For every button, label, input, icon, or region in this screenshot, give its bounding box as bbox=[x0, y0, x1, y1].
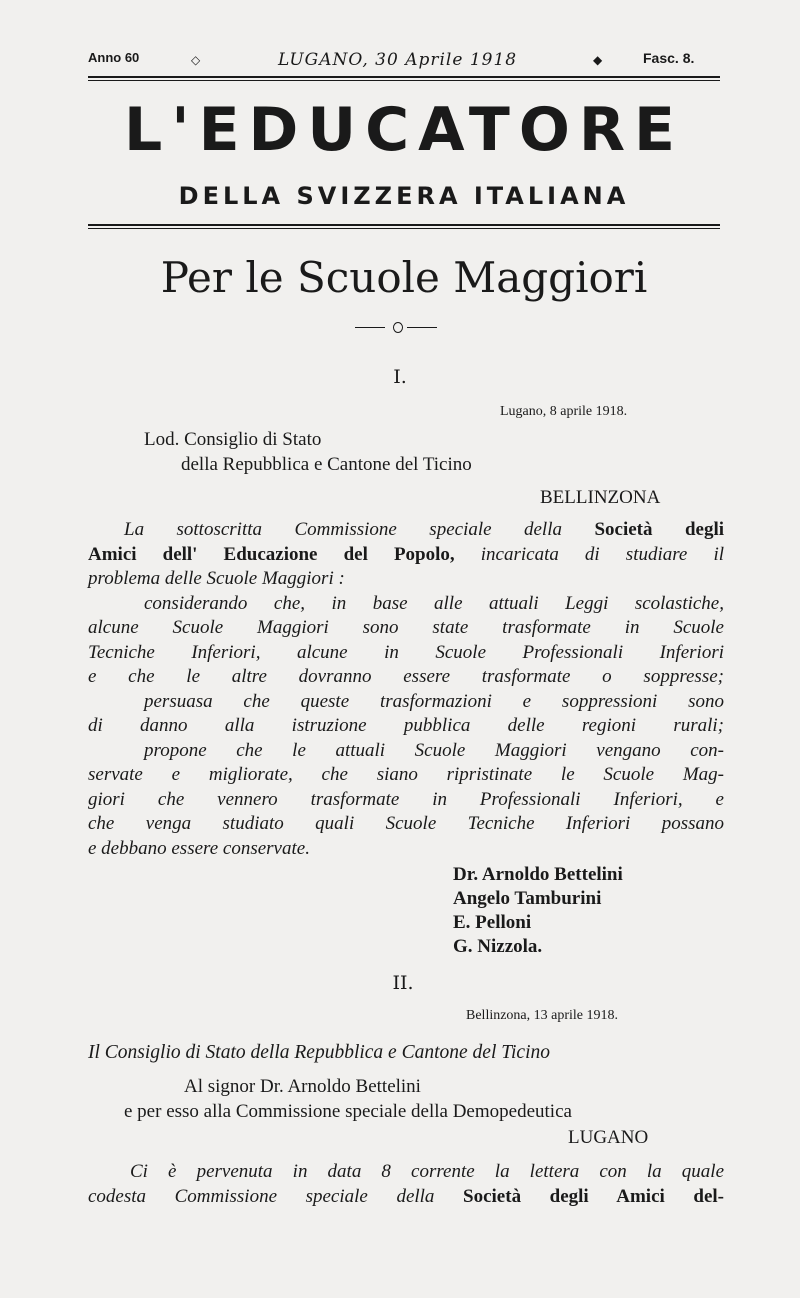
masthead-rule bbox=[88, 228, 720, 229]
issue-dateline: LUGANO, 30 Aprile 1918 bbox=[278, 50, 518, 70]
letter-addressee-city: LUGANO bbox=[568, 1127, 649, 1148]
signatory: Angelo Tamburini bbox=[453, 888, 602, 909]
signatory: E. Pelloni bbox=[453, 912, 532, 933]
section-numeral: II. bbox=[392, 972, 414, 994]
letter-place-date: Bellinzona, 13 aprile 1918. bbox=[466, 1008, 619, 1023]
ornament-icon: ◇ bbox=[191, 53, 201, 67]
masthead-rule bbox=[88, 224, 720, 226]
title-divider bbox=[355, 318, 441, 338]
signatory: Dr. Arnoldo Bettelini bbox=[453, 864, 623, 885]
ornament-icon: ◆ bbox=[593, 53, 603, 67]
issue-number: Fasc. 8. bbox=[643, 50, 695, 66]
header-rule bbox=[88, 76, 720, 78]
letter-body: Ci è pervenuta in data 8 corrente la lettera con la quale codesta Commissione speciale della Società degli Amici del- bbox=[88, 1161, 724, 1207]
issue-header bbox=[88, 50, 720, 72]
letter-sender: Il Consiglio di Stato della Repubblica e Cantone del Ticino bbox=[88, 1042, 551, 1063]
issue-year: Anno 60 bbox=[88, 50, 140, 65]
letter-place-date: Lugano, 8 aprile 1918. bbox=[500, 404, 628, 419]
header-rule bbox=[88, 80, 720, 81]
resolution-text: La sottoscritta Commissione speciale della Società degli Amici dell' Educazione del Popolo, incaricata di studiare il problema delle Scuole Maggiori : considerando che, in base alle attuali Leggi scolastiche, alcune Scuole Maggiori sono state trasformate in Scuole Tecniche Inferiori, alcune in Scuole Professionali Inferiori e che le altre dovranno essere trasformate o soppresse; persuasa che queste trasformazioni e soppressioni sono di danno alla istruzione pubblica delle regioni rurali; propone che le attuali Scuole Maggiori vengano con- servate e migliorate, che siano ripristinate le Scuole Mag- giori che vennero trasformate in Professionali Inferiori, e che venga studiato quali Scuole Tecniche Inferiori possano e debbano essere conservate. bbox=[88, 519, 725, 859]
letter-addressee-line: della Repubblica e Cantone del Ticino bbox=[181, 454, 472, 475]
section-numeral: I. bbox=[393, 366, 407, 388]
letter-addressee-line: Al signor Dr. Arnoldo Bettelini bbox=[184, 1076, 421, 1097]
masthead-subtitle: DELLA SVIZZERA ITALIANA bbox=[178, 182, 630, 210]
signatory: G. Nizzola. bbox=[453, 936, 543, 957]
letter-addressee-line: e per esso alla Commissione speciale della Demopedeutica bbox=[124, 1101, 572, 1122]
masthead-title: L'EDUCATORE bbox=[123, 95, 685, 165]
letter-addressee-line: Lod. Consiglio di Stato bbox=[144, 429, 322, 450]
letter-addressee-city: BELLINZONA bbox=[540, 487, 661, 508]
article-title: Per le Scuole Maggiori bbox=[160, 253, 648, 302]
